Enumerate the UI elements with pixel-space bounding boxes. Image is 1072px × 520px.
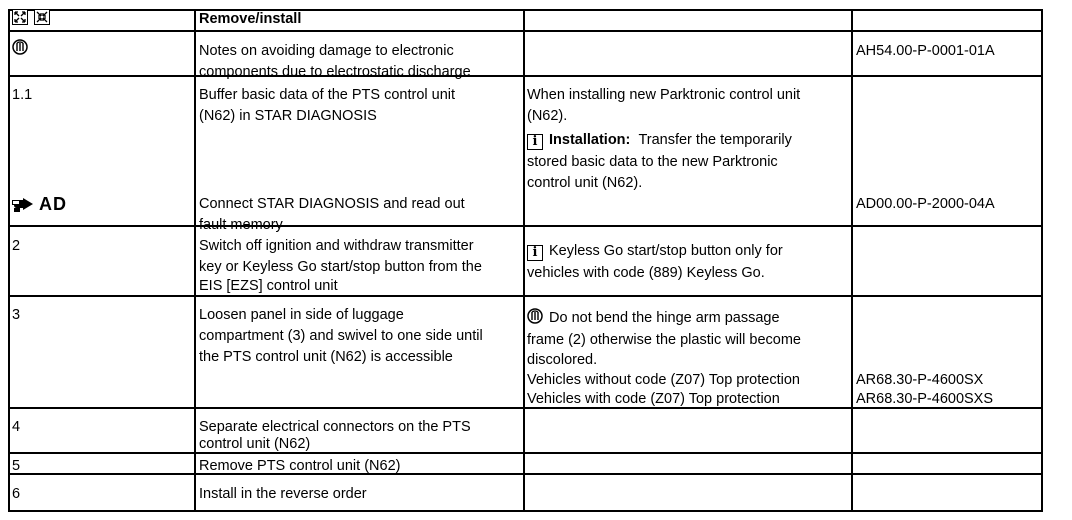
action-text: Loosen panel in side of luggage xyxy=(199,307,404,323)
action-text: fault memory xyxy=(199,217,283,233)
expand-icon[interactable] xyxy=(12,9,28,25)
row-divider xyxy=(8,407,1043,409)
action-text: the PTS control unit (N62) is accessible xyxy=(199,349,453,365)
collapse-icon[interactable] xyxy=(34,9,50,25)
action-text: Switch off ignition and withdraw transmitter xyxy=(199,238,474,254)
note-text: vehicles with code (889) Keyless Go. xyxy=(527,265,765,281)
warning-circle-icon xyxy=(12,39,34,60)
procedure-table xyxy=(8,9,1043,512)
reference-link[interactable]: AD00.00-P-2000-04A xyxy=(856,196,995,212)
installation-text: stored basic data to the new Parktronic xyxy=(527,154,778,170)
installation-note xyxy=(527,130,792,151)
action-text: control unit (N62) xyxy=(199,436,311,452)
reference-link[interactable]: AH54.00-P-0001-01A xyxy=(856,43,995,59)
installation-text: control unit (N62). xyxy=(527,175,643,191)
row-divider xyxy=(8,75,1043,77)
header-icons xyxy=(12,9,56,30)
note-text: Keyless Go start/stop button only for xyxy=(549,243,783,259)
table-border xyxy=(8,510,1043,512)
action-text: Connect STAR DIAGNOSIS and read out xyxy=(199,196,465,212)
note-text: Do not bend the hinge arm passage xyxy=(549,310,780,326)
note-text: discolored. xyxy=(527,352,598,368)
action-text: Install in the reverse order xyxy=(199,486,367,502)
row-divider xyxy=(8,295,1043,297)
note-text xyxy=(527,241,783,262)
action-text: Remove PTS control unit (N62) xyxy=(199,458,401,474)
action-text: (N62) in STAR DIAGNOSIS xyxy=(199,108,377,124)
action-text: key or Keyless Go start/stop button from the xyxy=(199,259,482,275)
row-divider xyxy=(8,225,1043,227)
table-border xyxy=(8,9,10,512)
warning-circle-icon xyxy=(527,308,543,324)
action-text: Separate electrical connectors on the PTS xyxy=(199,419,471,435)
row-divider xyxy=(8,473,1043,475)
table-border xyxy=(8,9,1043,11)
note-text: (N62). xyxy=(527,108,568,124)
info-icon: i xyxy=(527,134,543,150)
action-text: EIS [EZS] control unit xyxy=(199,278,338,294)
action-text: compartment (3) and swivel to one side until xyxy=(199,328,483,344)
step-number: 5 xyxy=(12,458,21,474)
ad-label: AD xyxy=(39,194,67,214)
note-text: When installing new Parktronic control unit xyxy=(527,87,801,103)
reference-link[interactable]: AR68.30-P-4600SXS xyxy=(856,391,994,407)
action-text: Buffer basic data of the PTS control unit xyxy=(199,87,456,103)
step-number: 4 xyxy=(12,419,21,435)
installation-label: Installation: xyxy=(549,132,631,148)
note-text: Vehicles with code (Z07) Top protection xyxy=(527,391,780,407)
step-number: 2 xyxy=(12,238,21,254)
table-border xyxy=(1041,9,1043,512)
step-number: 3 xyxy=(12,307,21,323)
note-text: Vehicles without code (Z07) Top protection xyxy=(527,372,800,388)
row-divider xyxy=(8,452,1043,454)
action-text: components due to electrostatic discharge xyxy=(199,64,471,80)
action-text: Notes on avoiding damage to electronic xyxy=(199,43,454,59)
installation-text: Transfer the temporarily xyxy=(638,132,792,148)
column-divider xyxy=(523,9,525,512)
step-number: 6 xyxy=(12,486,21,502)
step-number: 1.1 xyxy=(12,87,33,103)
note-text: frame (2) otherwise the plastic will become xyxy=(527,332,801,348)
note-text xyxy=(527,308,780,329)
column-divider xyxy=(194,9,196,512)
header-title: Remove/install xyxy=(199,11,302,27)
reference-link[interactable]: AR68.30-P-4600SX xyxy=(856,372,984,388)
column-divider xyxy=(851,9,853,512)
row-divider xyxy=(8,30,1043,32)
info-icon: i xyxy=(527,245,543,261)
